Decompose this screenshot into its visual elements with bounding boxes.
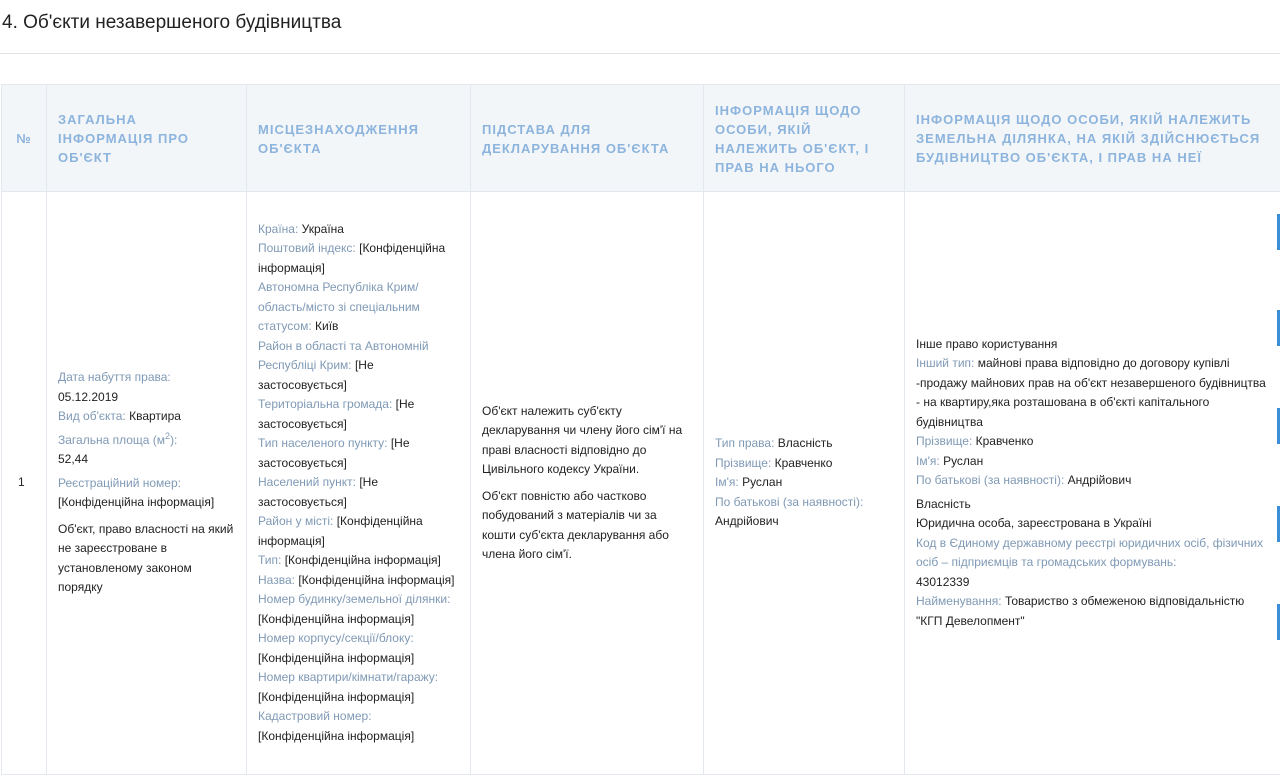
owner-right-type-label: Тип права:	[715, 436, 775, 451]
reg-number-label: Реєстраційний номер:	[58, 475, 181, 490]
city-district-label: Район у місті:	[258, 514, 334, 529]
settlement-type-label: Тип населеного пункту:	[258, 436, 388, 451]
table-row-number	[2, 192, 46, 774]
owner-right-type: Власність	[777, 436, 833, 451]
owner-first-name-label: Ім'я:	[715, 475, 739, 490]
basis-paragraph-2: Об'єкт повністю або частково побудований з матеріалів чи за кошти суб'єкта декларування або члена його сім'ї.	[482, 488, 669, 561]
community-label: Територіальна громада:	[258, 397, 393, 412]
area-value: 52,44	[58, 452, 89, 467]
owner-surname: Кравченко	[774, 455, 833, 470]
cadastral: [Конфіденційна інформація]	[258, 728, 415, 743]
settlement-label: Населений пункт:	[258, 475, 356, 490]
land-entity-name-label: Найменування:	[916, 594, 1002, 609]
section-title: 4. Об'єкти незавершеного будівництва	[2, 12, 342, 33]
block: [Конфіденційна інформація]	[258, 650, 415, 665]
reg-number: [Конфіденційна інформація]	[58, 495, 215, 510]
area-label-end: ):	[170, 432, 178, 447]
area-unit-sup: 2	[165, 430, 171, 441]
basis-cell	[470, 192, 703, 774]
header-location: МІСЦЕЗНАХОДЖЕННЯ ОБ'ЄКТА	[258, 121, 419, 156]
apartment-label: Номер квартири/кімнати/гаражу:	[258, 670, 439, 685]
region-label: Автономна Республіка Крим/ область/місто зі спеціальним статусом:	[258, 280, 420, 334]
district: [Не застосовується]	[258, 358, 374, 392]
land-right-title: Інше право користування	[916, 336, 1058, 351]
postal-label: Поштовий індекс:	[258, 241, 356, 256]
land-patronymic: Андрійович	[1067, 473, 1132, 488]
settlement-type: [Не застосовується]	[258, 436, 410, 470]
land-entity-name: Товариство з обмеженою відповідальністю "КГП Девелопмент"	[916, 594, 1245, 628]
district-label: Район в області та Автономній Республіці Крим:	[258, 338, 429, 373]
community: [Не застосовується]	[258, 397, 415, 431]
cadastral-label: Кадастровий номер:	[258, 709, 372, 724]
land-surname: Кравченко	[975, 434, 1034, 449]
building: [Конфіденційна інформація]	[258, 611, 415, 626]
country: Україна	[301, 221, 344, 236]
basis-paragraph-1: Об'єкт належить суб'єкту декларування чи члену його сім'ї на праві власності відповідно до Цивільного кодексу України.	[482, 403, 683, 476]
registration-note: Об'єкт, право власності на який не зареєстроване в установленому законом порядку	[58, 521, 234, 595]
header-owner-info: ІНФОРМАЦІЯ ЩОДО ОСОБИ, ЯКІЙ НАЛЕЖИТЬ ОБ'ЄКТ, І ПРАВ НА НЬОГО	[715, 102, 870, 175]
table-header	[2, 85, 1280, 192]
land-code-label: Код в Єдиному державному реєстрі юридичних осіб, фізичних осіб – підприємців та громадських формувань:	[916, 535, 1264, 570]
header-general-info: ЗАГАЛЬНА ІНФОРМАЦІЯ ПРО ОБ'ЄКТ	[58, 112, 189, 165]
land-first-name: Руслан	[943, 453, 984, 468]
land-other-type: майнові права відповідно до договору купівлі -продажу майнових прав на об'єкт незавершеного будівництва - на квартиру,яка розташована в об'єкті капітального будівництва	[916, 356, 1266, 429]
land-first-name-label: Ім'я:	[916, 453, 940, 468]
street-type: [Конфіденційна інформація]	[284, 553, 441, 568]
header-basis: ПІДСТАВА ДЛЯ ДЕКЛАРУВАННЯ ОБ'ЄКТА	[482, 121, 670, 156]
location-cell	[246, 192, 470, 774]
owner-patronymic: Андрійович	[715, 514, 779, 529]
land-other-type-label: Інший тип:	[916, 356, 975, 371]
apartment: [Конфіденційна інформація]	[258, 689, 415, 704]
divider	[0, 53, 1280, 54]
land-cell	[904, 192, 1280, 774]
object-type: Квартира	[129, 409, 181, 424]
land-surname-label: Прізвище:	[916, 434, 973, 449]
settlement: [Не застосовується]	[258, 475, 379, 509]
header-number: №	[16, 131, 32, 146]
owner-first-name: Руслан	[742, 475, 783, 490]
city-district: [Конфіденційна інформація]	[258, 514, 423, 548]
acquisition-date-label: Дата набуття права:	[58, 370, 171, 385]
acquisition-date: 05.12.2019	[58, 389, 119, 404]
row-number: 1	[18, 475, 25, 490]
land-code: 43012339	[916, 574, 970, 589]
header-land-info: ІНФОРМАЦІЯ ЩОДО ОСОБИ, ЯКІЙ НАЛЕЖИТЬ ЗЕМЕЛЬНА ДІЛЯНКА, НА ЯКІЙ ЗДІЙСНЮЄТЬСЯ БУДІВНИЦТВО ОБ'ЄКТА, І ПРАВ НА НЕЇ	[916, 112, 1261, 165]
street-name: [Конфіденційна інформація]	[298, 572, 455, 587]
area-label: Загальна площа (м	[58, 432, 166, 447]
land-patronymic-label: По батькові (за наявності):	[916, 473, 1065, 488]
building-label: Номер будинку/земельної ділянки:	[258, 592, 451, 607]
street-type-label: Тип:	[258, 553, 282, 568]
object-type-label: Вид об'єкта:	[58, 409, 126, 424]
owner-surname-label: Прізвище:	[715, 455, 772, 470]
country-label: Країна:	[258, 221, 299, 236]
street-name-label: Назва:	[258, 572, 295, 587]
declaration-table	[1, 84, 1280, 775]
land-entity-type: Юридична особа, зареєстрована в Україні	[916, 516, 1152, 531]
general-info-cell	[46, 192, 246, 774]
block-label: Номер корпусу/секції/блоку:	[258, 631, 414, 646]
land-ownership: Власність	[916, 496, 971, 511]
region: Київ	[315, 319, 339, 334]
postal: [Конфіденційна інформація]	[258, 241, 446, 275]
owner-cell	[703, 192, 904, 774]
owner-patronymic-label: По батькові (за наявності):	[715, 494, 864, 509]
